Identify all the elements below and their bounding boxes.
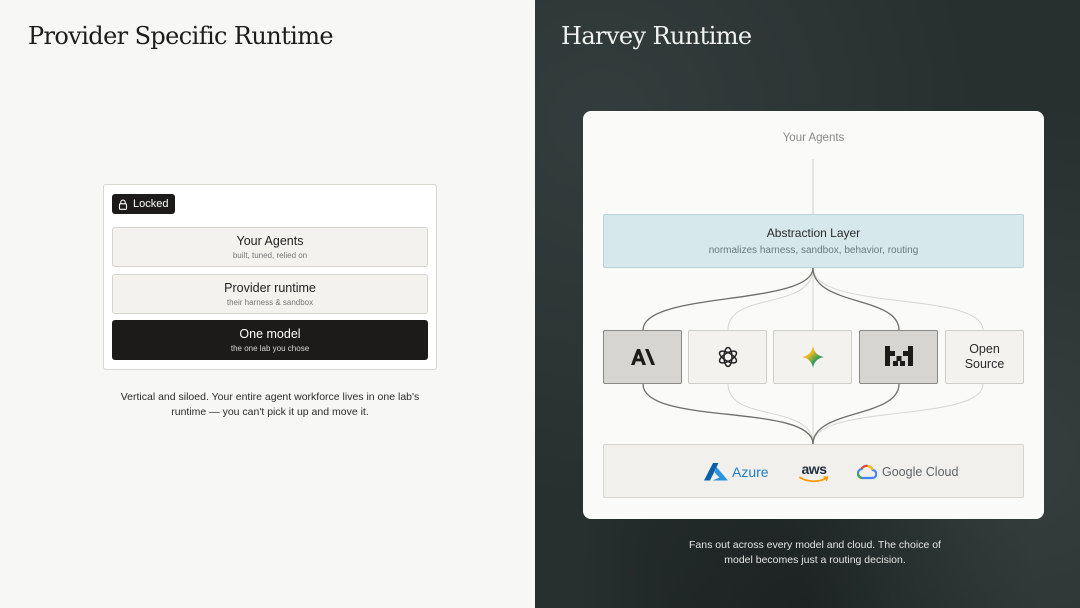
tier-title: Provider runtime	[224, 281, 316, 295]
left-caption: Vertical and siloed. Your entire agent workforce lives in one lab's runtime — you can't pick it up and move it.	[120, 391, 420, 418]
azure-icon	[704, 463, 728, 481]
tier-provider-runtime	[112, 274, 428, 314]
cloud-google	[857, 445, 958, 499]
model-gemini	[773, 330, 852, 384]
your-agents-label: Your Agents	[782, 132, 845, 144]
model-openai	[688, 330, 767, 384]
model-anthropic	[603, 330, 682, 384]
mistral-icon	[885, 346, 913, 368]
cloud-aws	[799, 445, 829, 499]
tier-subtitle: built, tuned, relied on	[232, 251, 308, 260]
right-title: Harvey Runtime	[561, 22, 752, 50]
lock-icon	[118, 199, 128, 210]
openai-icon	[716, 345, 740, 369]
tier-your-agents	[112, 227, 428, 267]
right-caption: Fans out across every model and cloud. The choice of model becomes just a routing decision.	[689, 539, 941, 566]
tier-subtitle: the one lab you chose	[230, 344, 310, 353]
harvey-runtime-card	[583, 111, 1044, 519]
provider-stack-card	[103, 184, 437, 370]
anthropic-icon	[630, 348, 656, 366]
aws-smile-icon	[799, 476, 829, 483]
azure-label: Azure	[732, 464, 769, 480]
locked-badge	[112, 194, 175, 214]
tier-title: Your Agents	[236, 234, 304, 248]
tier-one-model	[112, 320, 428, 360]
google-cloud-label: Google Cloud	[882, 465, 959, 479]
abstraction-layer	[603, 214, 1024, 268]
model-mistral	[859, 330, 938, 384]
right-panel	[535, 0, 1080, 608]
left-title: Provider Specific Runtime	[28, 22, 333, 50]
abstraction-subtitle: normalizes harness, sandbox, behavior, routing	[708, 245, 919, 256]
cloud-azure	[704, 445, 769, 499]
abstraction-title: Abstraction Layer	[766, 226, 861, 240]
gemini-icon	[801, 345, 825, 369]
aws-label: aws	[801, 461, 827, 477]
tier-title: One model	[239, 327, 301, 341]
left-panel	[0, 0, 535, 608]
locked-label: Locked	[133, 198, 169, 210]
open-source-label: Open Source	[964, 342, 1005, 371]
model-open-source	[945, 330, 1024, 384]
google-cloud-icon	[857, 464, 877, 480]
tier-subtitle: their harness & sandbox	[226, 298, 314, 307]
cloud-row	[603, 444, 1024, 498]
